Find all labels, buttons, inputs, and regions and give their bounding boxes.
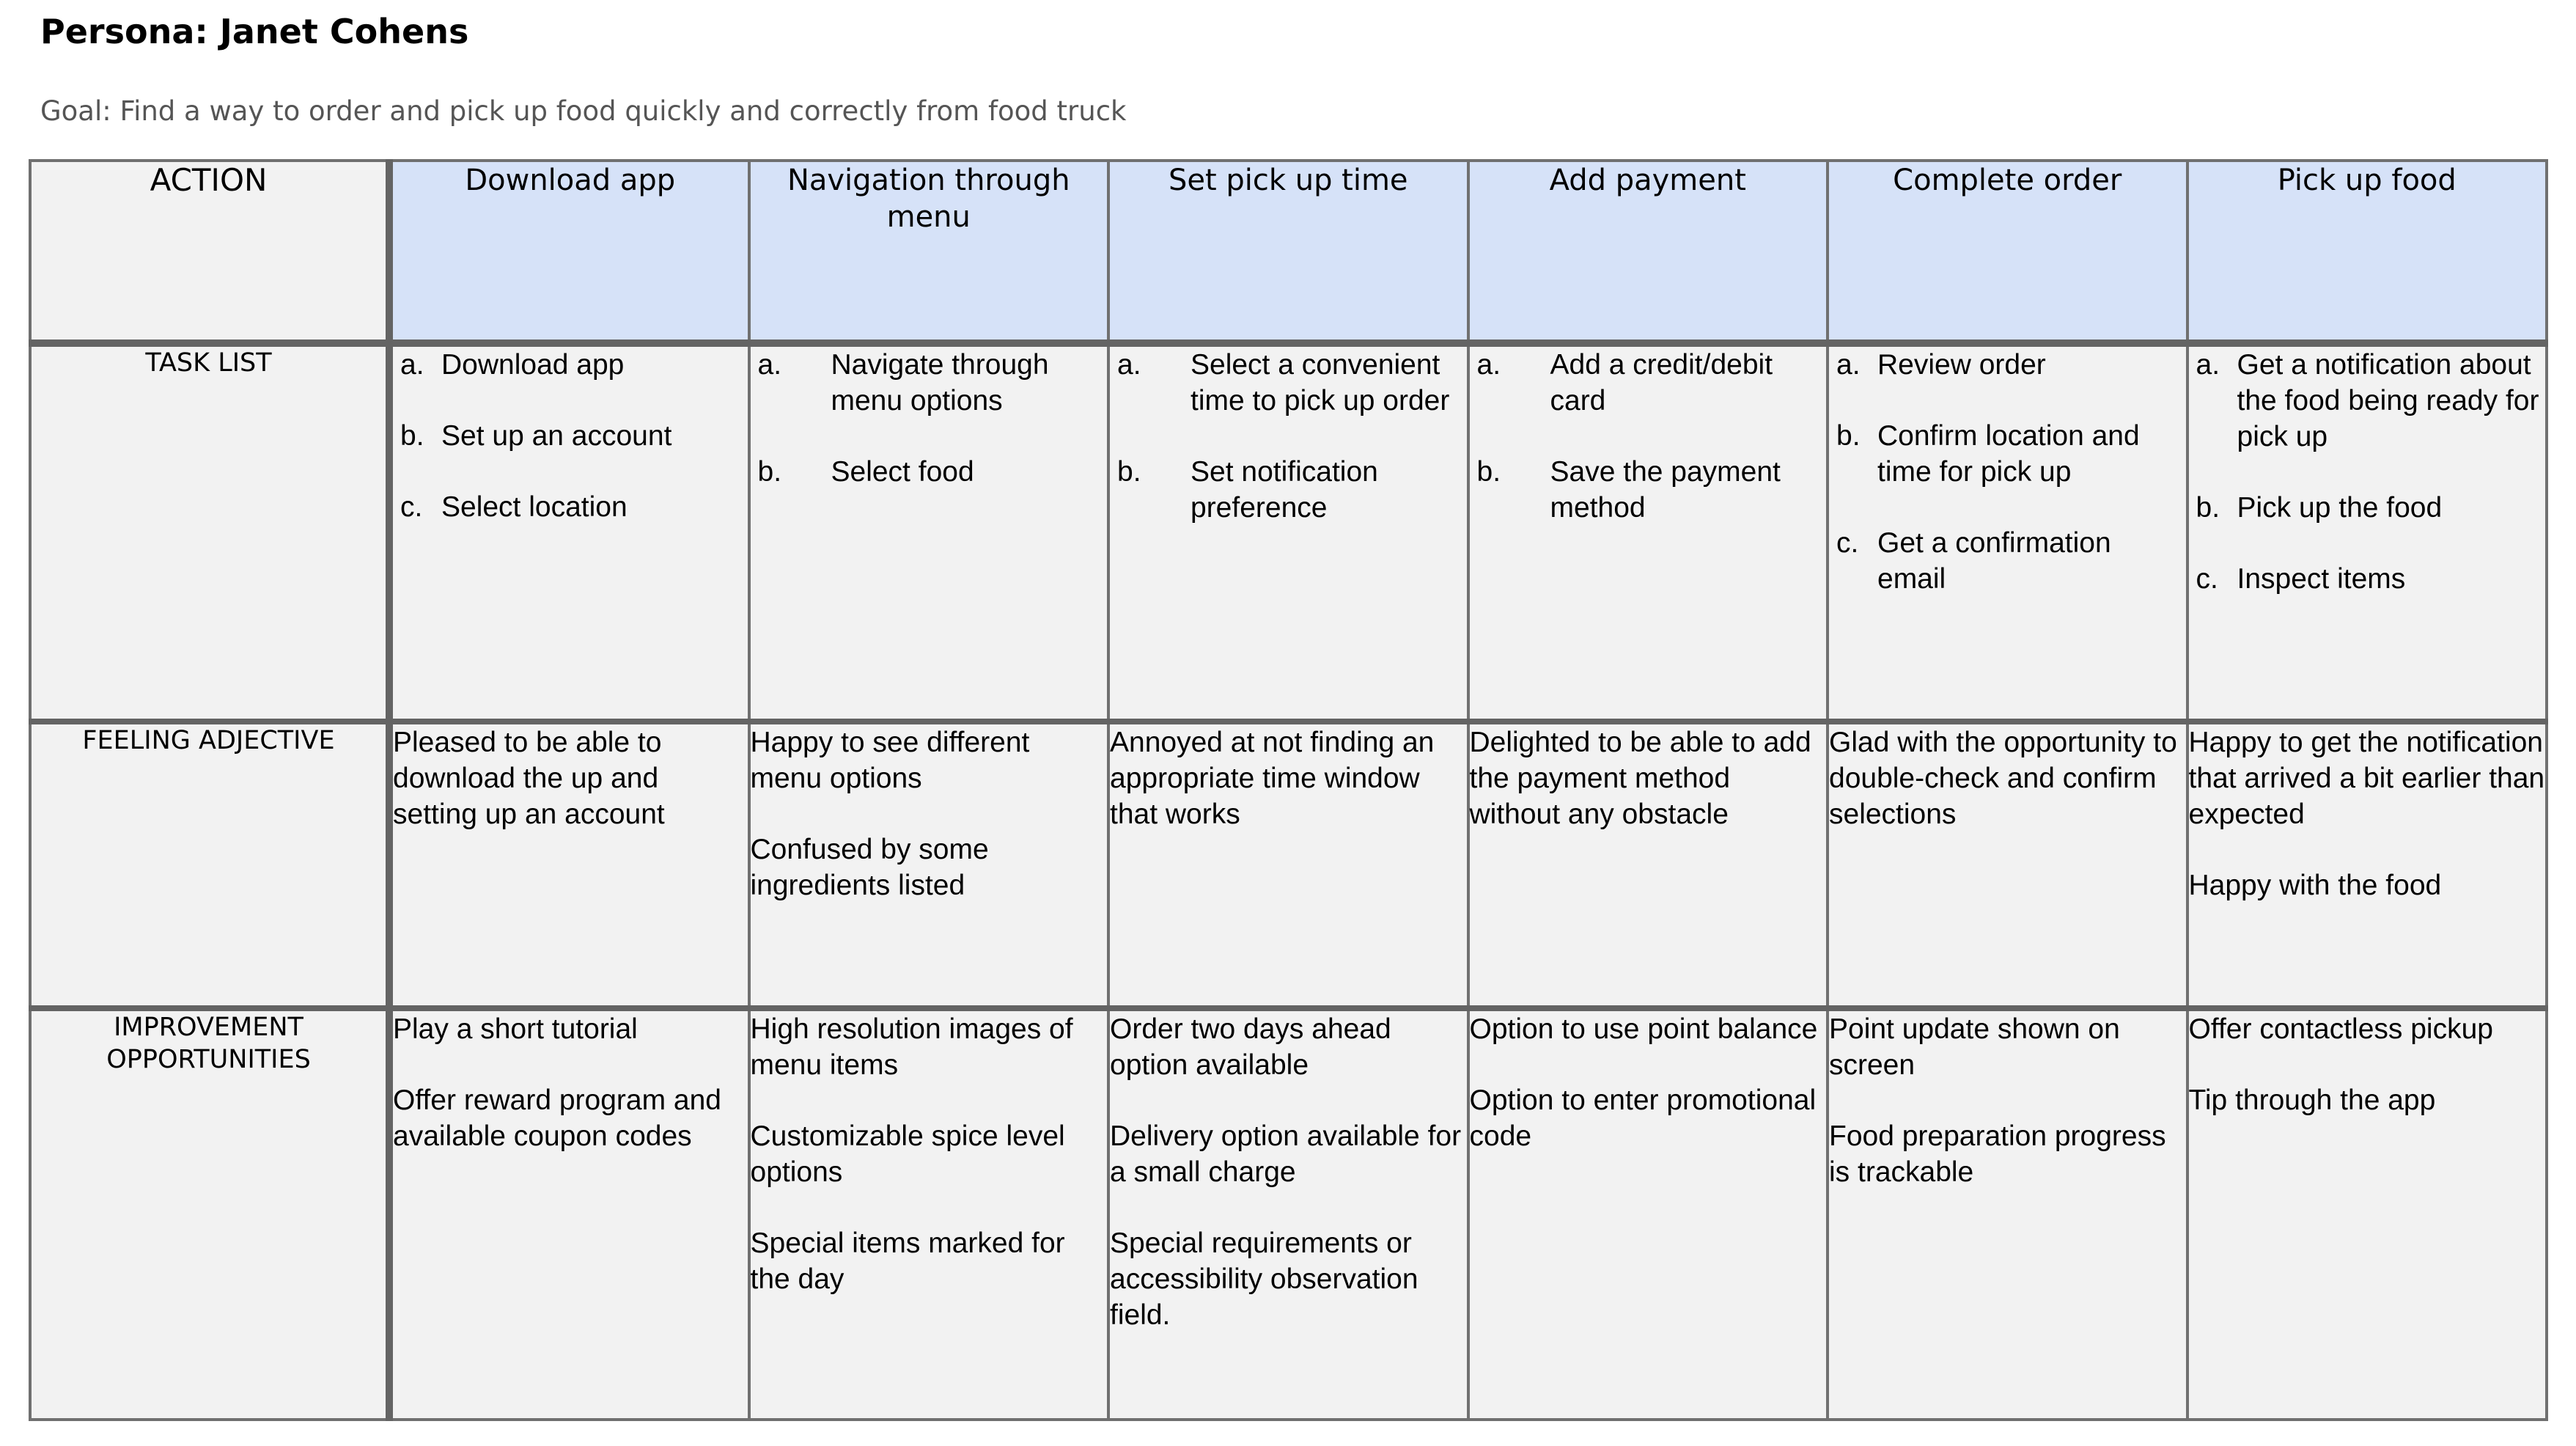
action-header: Navigation through menu [749,161,1109,343]
action-header: Download app [389,161,749,343]
task-item [2189,561,2546,597]
task-item [393,418,748,454]
feeling-cell [749,722,1109,1008]
task-item [1470,347,1827,419]
improvement-text: Play a short tutorial [393,1013,638,1045]
feeling-row [30,722,2547,1008]
task-list-cell [1828,343,2187,722]
task-marker: a. [757,349,782,381]
feeling-text: Happy to see different menu options [750,727,1030,794]
task-marker: c. [1836,527,1859,559]
improvement-text: Offer contactless pickup [2188,1013,2493,1045]
task-text: Navigate through menu options [831,349,1049,416]
task-item [393,489,748,525]
task-item [1829,418,2186,490]
improvement-text: Delivery option available for a small charge [1110,1120,1462,1188]
task-text: Pick up the food [2237,492,2443,524]
action-header: Set pick up time [1108,161,1468,343]
task-marker: c. [400,491,423,523]
improvement-cell [2187,1008,2547,1420]
feeling-cell [389,722,749,1008]
row-label-improvement: IMPROVEMENT OPPORTUNITIES [30,1008,389,1420]
task-item [751,347,1108,419]
feeling-text: Confused by some ingredients listed [750,834,989,901]
improvement-cell [389,1008,749,1420]
task-list-cell [749,343,1109,722]
improvement-text: Order two days ahead option available [1110,1013,1391,1081]
task-marker: b. [1117,456,1141,488]
task-item [1110,454,1467,526]
improvement-text: Special requirements or accessibility observation field. [1110,1227,1418,1331]
task-marker: a. [1117,349,1141,381]
feeling-text: Delighted to be able to add the payment method without any obstacle [1469,727,1811,830]
task-text: Select food [831,456,974,488]
task-text: Save the payment method [1550,456,1781,524]
task-marker: b. [1836,420,1861,452]
task-text: Set notification preference [1191,456,1378,524]
task-marker: b. [757,456,782,488]
task-list-cell [389,343,749,722]
feeling-text: Happy with the food [2188,870,2442,901]
feeling-text: Glad with the opportunity to double-check and confirm selections [1829,727,2177,830]
improvement-cell [1108,1008,1468,1420]
improvement-cell [749,1008,1109,1420]
improvement-text: Option to enter promotional code [1469,1084,1817,1152]
task-text: Confirm location and time for pick up [1877,420,2140,488]
task-list-cell [2187,343,2547,722]
task-marker: a. [1836,349,1861,381]
action-header: Pick up food [2187,161,2547,343]
improvement-text: Food preparation progress is trackable [1829,1120,2166,1188]
improvement-text: Tip through the app [2188,1084,2436,1116]
task-item [2189,490,2546,526]
task-item [1110,347,1467,419]
task-marker: a. [2196,349,2220,381]
action-header: Complete order [1828,161,2187,343]
improvement-text: Option to use point balance [1469,1013,1818,1045]
task-item [1470,454,1827,526]
task-item [1829,347,2186,383]
improvement-row [30,1008,2547,1420]
feeling-cell [1108,722,1468,1008]
task-text: Select location [441,491,628,523]
task-list [1829,347,2186,597]
task-marker: b. [1476,456,1501,488]
task-list [1110,347,1467,526]
improvement-cell [1828,1008,2187,1420]
task-item [1829,525,2186,597]
task-marker: b. [400,420,424,452]
goal-text: Goal: Find a way to order and pick up food quickly and correctly from food truck [40,95,1127,127]
row-label-feeling: FEELING ADJECTIVE [30,722,389,1008]
improvement-text: High resolution images of menu items [750,1013,1073,1081]
action-row [30,161,2547,343]
task-marker: c. [2196,563,2218,595]
task-marker: a. [400,349,424,381]
task-list-cell [1108,343,1468,722]
feeling-cell [1468,722,1828,1008]
feeling-text: Pleased to be able to download the up and setting up an account [393,727,665,830]
task-list-row [30,343,2547,722]
task-marker: b. [2196,492,2220,524]
improvement-text: Customizable spice level options [750,1120,1065,1188]
task-item [2189,347,2546,455]
task-text: Add a credit/debit card [1550,349,1773,416]
task-list [1470,347,1827,526]
task-text: Review order [1877,349,2046,381]
task-text: Select a convenient time to pick up order [1191,349,1450,416]
feeling-cell [2187,722,2547,1008]
row-label-action: ACTION [30,161,389,343]
task-item [751,454,1108,490]
task-list [2189,347,2546,597]
task-text: Get a confirmation email [1877,527,2111,595]
task-text: Set up an account [441,420,672,452]
user-journey-map-table [29,159,2548,1421]
improvement-cell [1468,1008,1828,1420]
feeling-text: Happy to get the notification that arrived a bit earlier than expected [2188,727,2545,830]
task-list-cell [1468,343,1828,722]
persona-title: Persona: Janet Cohens [40,12,469,51]
action-header: Add payment [1468,161,1828,343]
improvement-text: Offer reward program and available coupon codes [393,1084,721,1152]
task-marker: a. [1476,349,1501,381]
feeling-text: Annoyed at not finding an appropriate time window that works [1110,727,1435,830]
task-text: Download app [441,349,625,381]
task-text: Get a notification about the food being ready for pick up [2237,349,2539,452]
task-list [393,347,748,525]
task-list [751,347,1108,490]
improvement-text: Point update shown on screen [1829,1013,2120,1081]
feeling-cell [1828,722,2187,1008]
improvement-text: Special items marked for the day [750,1227,1065,1295]
task-text: Inspect items [2237,563,2406,595]
row-label-task-list: TASK LIST [30,343,389,722]
task-item [393,347,748,383]
